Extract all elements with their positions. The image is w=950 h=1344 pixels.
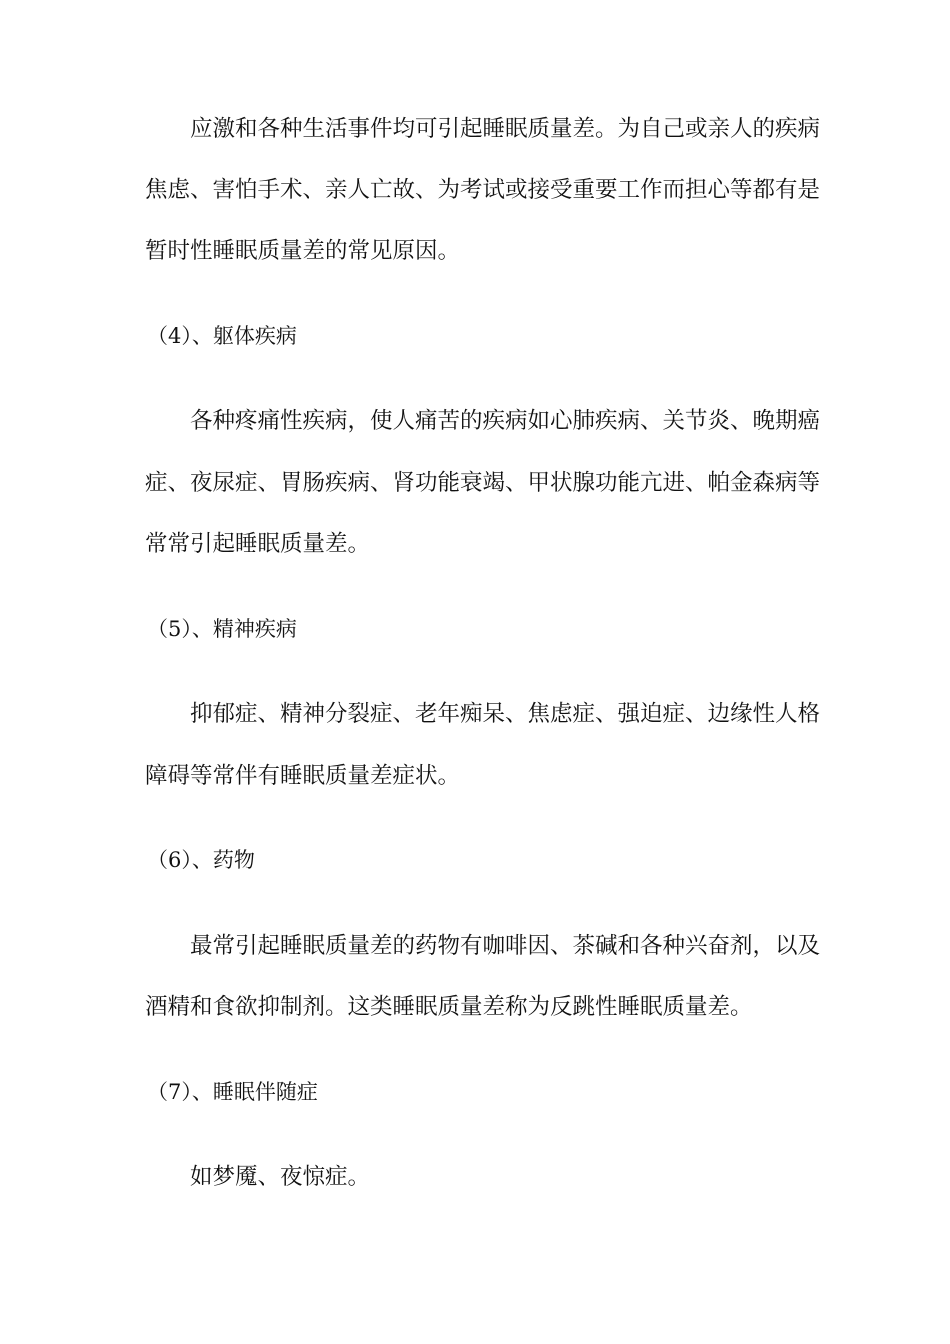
paragraph-line: 障碍等常伴有睡眠质量差症状。 [145, 763, 461, 789]
paragraph-line: 应激和各种生活事件均可引起睡眠质量差。为自己或亲人的疾病 [190, 116, 821, 142]
paragraph-line: 焦虑、害怕手术、亲人亡故、为考试或接受重要工作而担心等都有是 [145, 177, 821, 203]
paragraph-line: 最常引起睡眠质量差的药物有咖啡因、茶碱和各种兴奋剂，以及 [190, 933, 821, 959]
paragraph-line: 暂时性睡眠质量差的常见原因。 [145, 238, 461, 264]
section-heading: （6）、药物 [147, 848, 255, 872]
paragraph-line: 如梦魇、夜惊症。 [190, 1164, 371, 1190]
paragraph-line: 抑郁症、精神分裂症、老年痴呆、焦虑症、强迫症、边缘性人格 [190, 701, 821, 727]
section-heading: （7）、睡眠伴随症 [147, 1080, 318, 1104]
paragraph-line: 各种疼痛性疾病，使人痛苦的疾病如心肺疾病、关节炎、晚期癌 [190, 408, 821, 434]
section-heading: （4）、躯体疾病 [147, 324, 297, 348]
paragraph-line: 酒精和食欲抑制剂。这类睡眠质量差称为反跳性睡眠质量差。 [145, 994, 753, 1020]
paragraph-line: 症、夜尿症、胃肠疾病、肾功能衰竭、甲状腺功能亢进、帕金森病等 [145, 470, 821, 496]
paragraph-line: 常常引起睡眠质量差。 [145, 531, 371, 557]
section-heading: （5）、精神疾病 [147, 617, 297, 641]
